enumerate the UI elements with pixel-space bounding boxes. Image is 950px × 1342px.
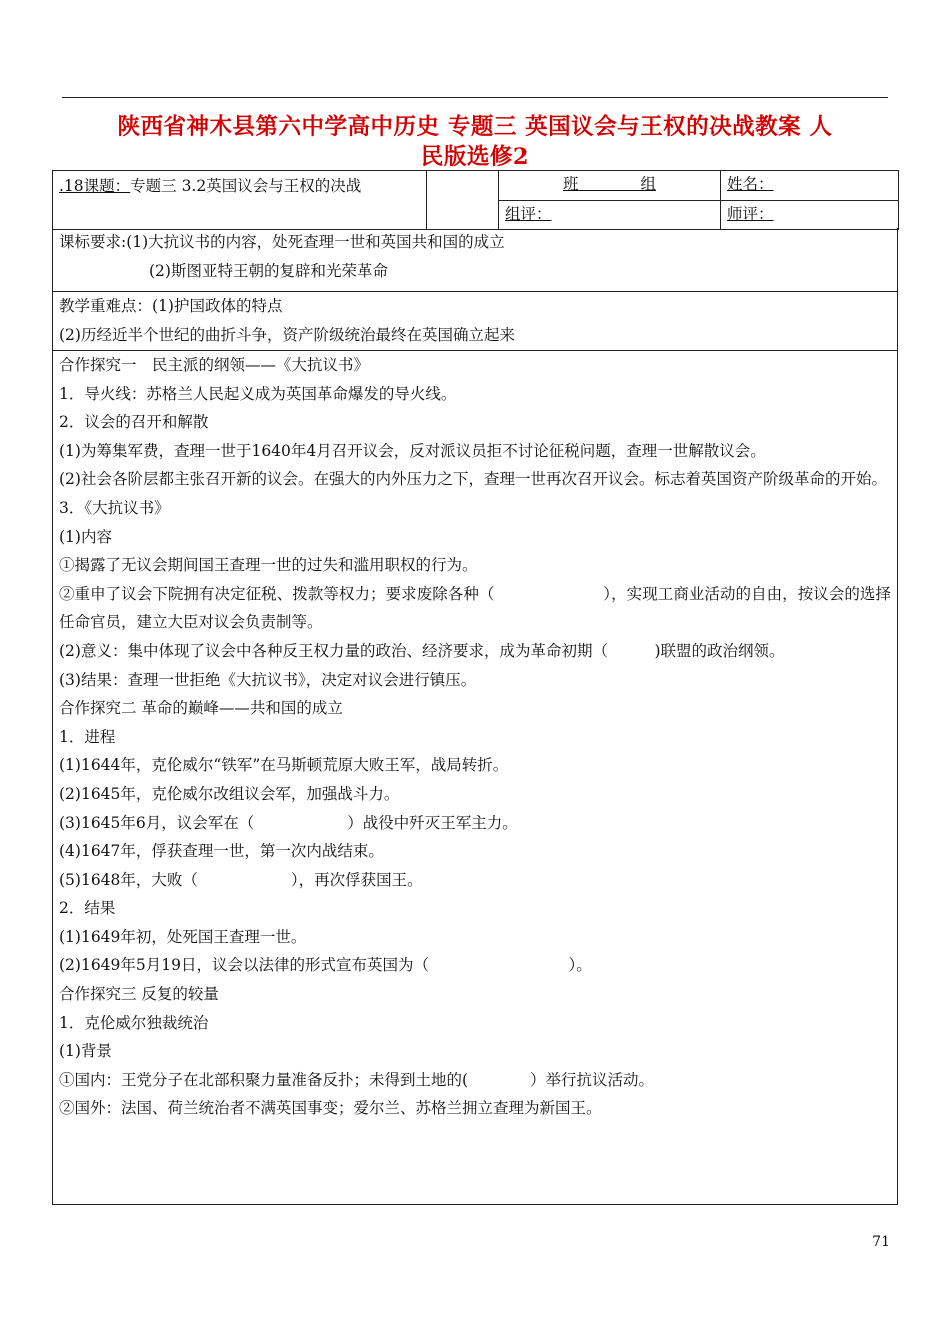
content-line: (3)1645年6月，议会军在（ ）战役中歼灭王军主力。 — [59, 813, 518, 832]
class-cell — [499, 171, 721, 201]
content-paragraph: (2)意义：集中体现了议会中各种反王权力量的政治、经济要求，成为革命初期（ )联盟的政治纲领。 — [59, 641, 785, 660]
content-line: ②国外：法国、荷兰统治者不满英国事变；爱尔兰、苏格兰拥立查理为新国王。 — [59, 1099, 602, 1118]
content-line: 合作探究一 民主派的纲领——《大抗议书》 — [59, 356, 370, 374]
standards-line-1: 课标要求:(1)大抗议书的内容，处死查理一世和英国共和国的成立 — [59, 233, 505, 251]
blank-cell — [427, 171, 499, 230]
content-paragraph: (2)社会各阶层都主张召开新的议会。在强大的内外压力之下，查理一世再次召开议会。标志着英国资产阶级革命的开始。 — [59, 470, 887, 489]
content-line: ①揭露了无议会期间国王查理一世的过失和滥用职权的行为。 — [59, 556, 478, 575]
key-points-line-2: (2)历经近半个世纪的曲折斗争，资产阶级统治最终在英国确立起来 — [59, 325, 515, 344]
name-label: 姓名： — [727, 175, 774, 193]
content-line: ①国内：王党分子在北部积聚力量准备反扑；未得到土地的( ）举行抗议活动。 — [59, 1070, 655, 1089]
content-paragraph: ②重申了议会下院拥有决定征税、拨款等权力；要求废除各种（ ），实现工商业活动的自由，按议会的选择任命官员，建立大臣对议会负责制等。 — [59, 584, 891, 632]
content-line: (1)内容 — [59, 527, 112, 546]
content-line: (3)结果：查理一世拒绝《大抗议书》，决定对议会进行镇压。 — [59, 670, 477, 689]
content-line: (2)1649年5月19日，议会以法律的形式宣布英国为（ ）。 — [59, 956, 592, 975]
content-line: 2．结果 — [59, 899, 116, 918]
lesson-label: 课题： — [83, 177, 131, 195]
content-line: (2)1645年，克伦威尔改组议会军，加强战斗力。 — [59, 784, 400, 803]
key-points-line-1: 教学重难点：(1)护国政体的特点 — [59, 297, 283, 315]
content-paragraph: (1)为筹集军费，查理一世于1640年4月召开议会，反对派议员拒不讨论征税问题，查理一世解散议会。 — [59, 441, 766, 460]
name-cell — [721, 171, 899, 201]
content-line: 3．《大抗议书》 — [59, 498, 170, 517]
content-line: 1．克伦威尔独裁统治 — [59, 1013, 209, 1032]
content-line: (1)1644年，克伦威尔“铁军”在马斯顿荒原大败王军，战局转折。 — [59, 756, 509, 775]
content-line: 合作探究二 革命的巅峰——共和国的成立 — [59, 699, 343, 718]
content-line: (5)1648年，大败（ ），再次俘获国王。 — [59, 870, 423, 889]
class-label: 班 组 — [562, 175, 656, 193]
teacher-review-cell — [721, 200, 899, 230]
content-section — [52, 351, 898, 1205]
lesson-prefix: .18 — [59, 177, 84, 195]
teacher-review-label: 师评： — [727, 204, 774, 223]
page-number: 71 — [872, 1234, 890, 1250]
content-line: (1)1649年初，处死国王查理一世。 — [59, 927, 307, 946]
top-rule — [62, 97, 888, 98]
lesson-text: 专题三 3.2英国议会与王权的决战 — [130, 177, 362, 195]
standards-section — [52, 228, 898, 292]
title-line-1: 陕西省神木县第六中学高中历史 专题三 英国议会与王权的决战教案 人 — [117, 114, 833, 140]
content-line: (1)背景 — [59, 1042, 112, 1061]
content-line: (4)1647年，俘获查理一世，第一次内战结束。 — [59, 842, 384, 861]
group-review-label: 组评： — [505, 204, 552, 223]
content-line: 2．议会的召开和解散 — [59, 413, 209, 432]
title-line-2: 民版选修2 — [420, 144, 530, 170]
document-title — [62, 112, 888, 172]
key-points-section — [52, 292, 898, 351]
standards-line-2: (2)斯图亚特王朝的复辟和光荣革命 — [149, 261, 388, 280]
content-line: 1．导火线：苏格兰人民起义成为英国革命爆发的导火线。 — [59, 384, 457, 403]
content-line: 合作探究三 反复的较量 — [59, 985, 219, 1004]
content-line: 1．进程 — [59, 727, 116, 746]
header-table — [52, 170, 899, 230]
lesson-cell — [53, 171, 427, 230]
group-review-cell — [499, 200, 721, 230]
